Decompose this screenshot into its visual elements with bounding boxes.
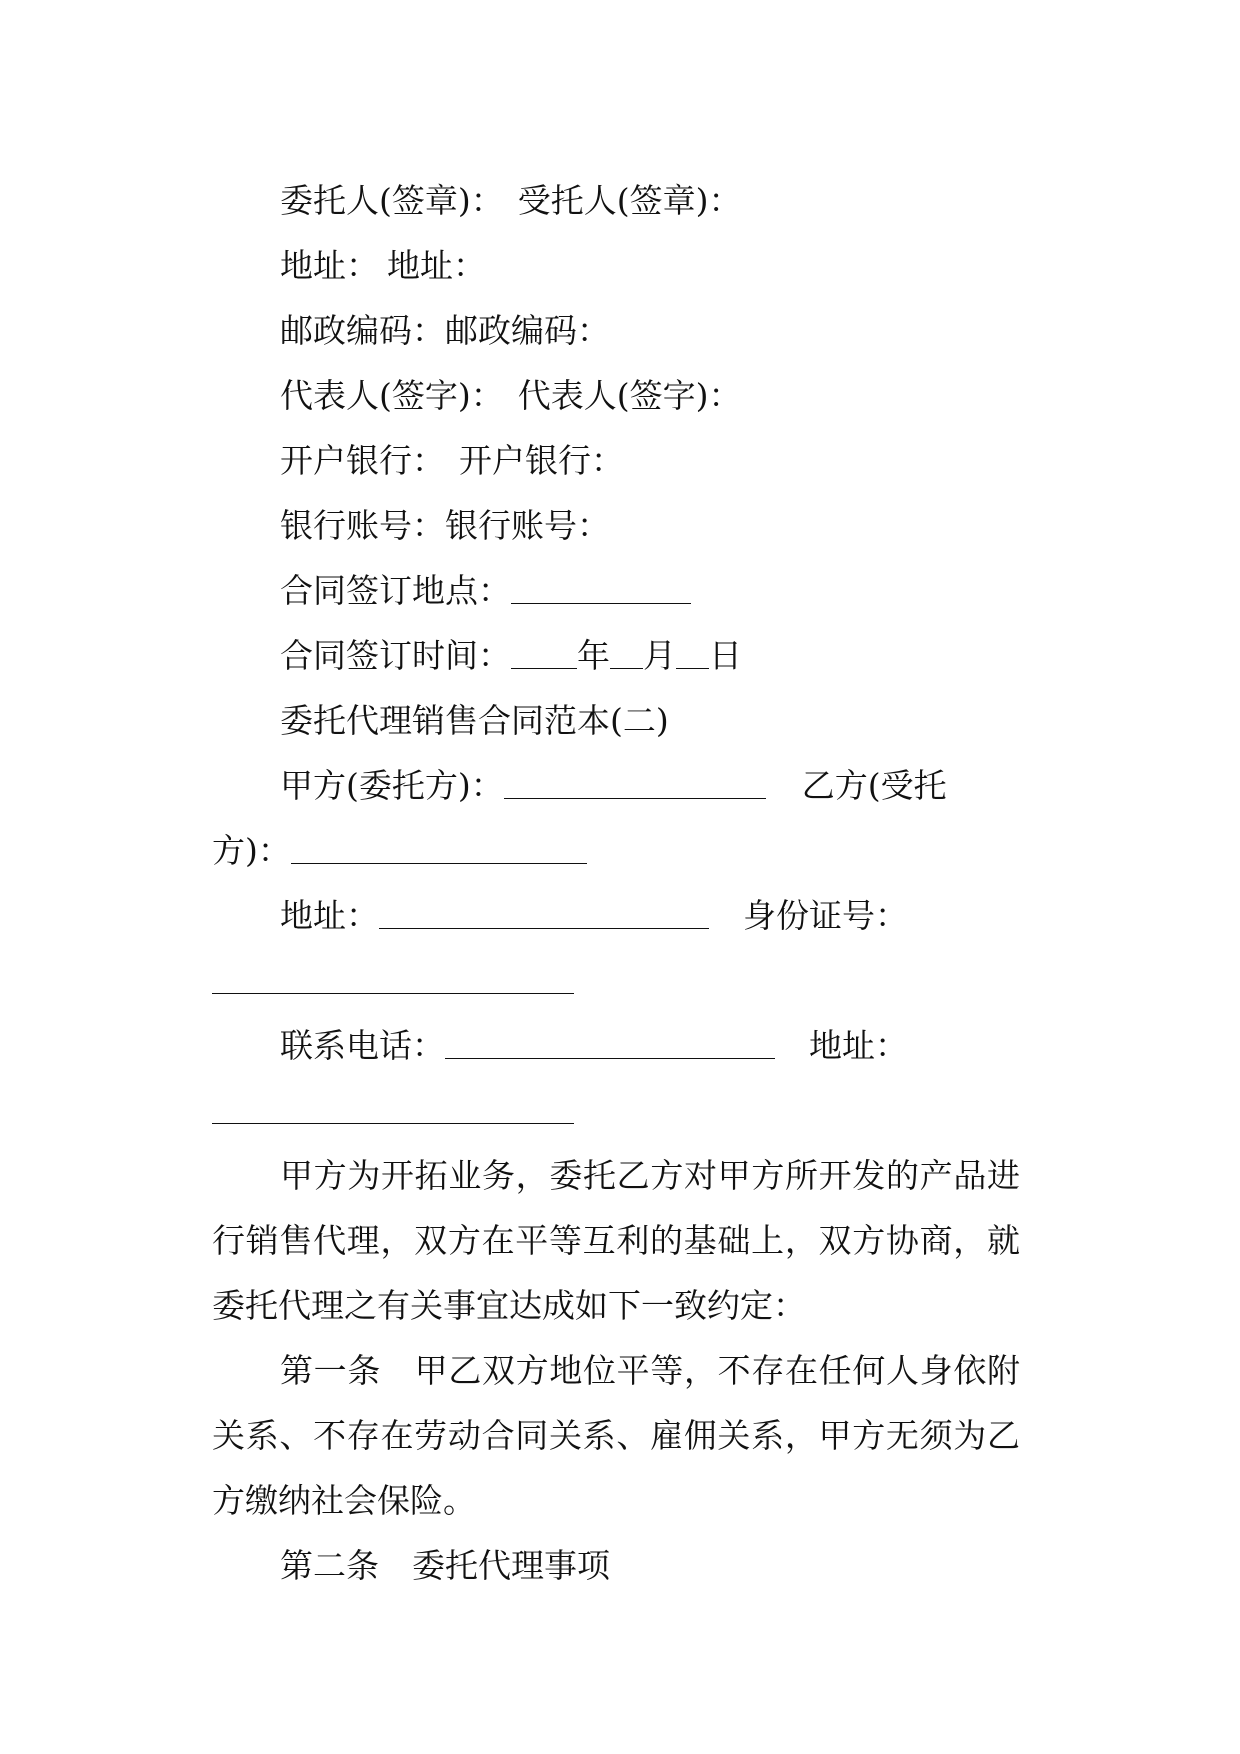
sign-time-label: 合同签订时间： — [280, 636, 511, 675]
day-label: 日 — [709, 636, 742, 675]
address-b-blank — [212, 1093, 574, 1124]
party-a-label: 甲方(委托方)： — [280, 766, 504, 805]
party-b-label-start: 乙方(受托 — [801, 766, 947, 805]
rep-a-label: 代表人(签字)： — [280, 376, 504, 415]
seal-line — [212, 168, 1020, 233]
bank-b-label: 开户银行： — [459, 441, 624, 480]
address-blank — [379, 898, 709, 929]
article-2-text: 第二条 委托代理事项 — [280, 1546, 610, 1585]
rep-b-label: 代表人(签字)： — [517, 376, 742, 415]
intro-paragraph: 甲方为开拓业务，委托乙方对甲方所开发的产品进行销售代理，双方在平等互利的基础上，双方协商，就委托代理之有关事宜达成如下一致约定： — [212, 1156, 1020, 1325]
agent-seal-label: 受托人(签章)： — [517, 181, 742, 220]
month-blank — [610, 638, 643, 669]
id-number-label: 身份证号： — [743, 896, 908, 935]
party-b-blank — [291, 833, 587, 864]
party-a-blank — [504, 768, 766, 799]
year-blank — [511, 638, 577, 669]
address-label: 地址： — [280, 896, 379, 935]
account-a-label: 银行账号： — [280, 506, 445, 545]
party-b-line — [212, 818, 1020, 883]
account-b-label: 银行账号： — [445, 506, 610, 545]
party-b-label-end: 方)： — [212, 831, 291, 870]
address-id-line — [212, 883, 1020, 948]
month-label: 月 — [643, 636, 676, 675]
id-number-blank — [212, 963, 574, 994]
contract-title — [212, 688, 1020, 753]
sign-place-line — [212, 558, 1020, 623]
sign-time-line — [212, 623, 1020, 688]
contract-title-text: 委托代理销售合同范本(二) — [280, 701, 669, 740]
postcode-line — [212, 298, 1020, 363]
phone-address-line — [212, 1013, 1020, 1078]
document-page — [212, 168, 1020, 1598]
address-line — [212, 233, 1020, 298]
address-b-label-2: 地址： — [809, 1026, 908, 1065]
sign-place-label: 合同签订地点： — [280, 571, 511, 610]
id-number-blank-line — [212, 948, 1020, 1013]
day-blank — [676, 638, 709, 669]
address-b-blank-line — [212, 1078, 1020, 1143]
phone-label: 联系电话： — [280, 1026, 445, 1065]
postcode-a-label: 邮政编码： — [280, 311, 445, 350]
sign-place-blank — [511, 573, 691, 604]
representative-line — [212, 363, 1020, 428]
article-1: 第一条 甲乙双方地位平等，不存在任何人身依附关系、不存在劳动合同关系、雇佣关系，甲方无须为乙方缴纳社会保险。 — [212, 1351, 1020, 1520]
account-line — [212, 493, 1020, 558]
year-label: 年 — [577, 636, 610, 675]
bank-line — [212, 428, 1020, 493]
phone-blank — [445, 1028, 775, 1059]
postcode-b-label: 邮政编码： — [445, 311, 610, 350]
principal-seal-label: 委托人(签章)： — [280, 181, 504, 220]
bank-a-label: 开户银行： — [280, 441, 445, 480]
party-line — [212, 753, 1020, 818]
article-2 — [212, 1533, 1020, 1598]
address-a-label: 地址： — [280, 246, 379, 285]
address-b-label: 地址： — [387, 246, 486, 285]
